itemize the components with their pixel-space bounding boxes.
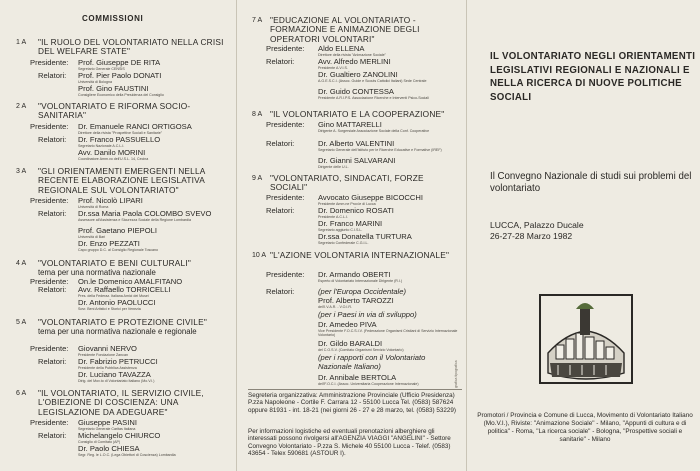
session-number: 8 A <box>252 111 263 118</box>
panel-commissions-right <box>238 0 464 471</box>
session-number: 3 A <box>16 168 27 175</box>
person-name: Prof. Giuseppe DE RITA Segretario Generale CENSIS <box>78 58 161 71</box>
person-name: Avv. Raffaello TORRICELLI Pres. della Federaz. Italiana Amici dei Musei <box>78 285 171 298</box>
promoters-text: Promotori / Provincia e Comune di Lucca, Movimento di Volontariato Italiano (Mo.V.I.), Riviste: "Animazione Sociale" - Milano, "Appunti di cultura e di politica" - Roma, "La ricerca sociale" - Bologna, "Prospettive sociali e sanitarie" - Milano <box>477 412 693 443</box>
role-label: Presidente: <box>266 44 305 53</box>
person-name: Prof. Gaetano PIEPOLI Università di Bari <box>78 226 157 239</box>
region-note: (per i rapporti con il Volontariato Nazionale Italiano) <box>318 353 426 371</box>
conference-title: IL VOLONTARIATO NEGLI ORIENTAMENTI LEGISLATIVI REGIONALI E NAZIONALI E NELLA RICERCA DI NUOVE POLITICHE SOCIALI <box>490 51 696 103</box>
person-name: Dr. Enzo PEZZATI Capo gruppo D.C. al Consiglio Regionale Toscano <box>78 239 159 252</box>
panel-commissions-left <box>0 0 236 471</box>
session-number: 6 A <box>16 390 27 397</box>
session-title: "VOLONTARIATO E BENI CULTURALI" <box>38 258 192 268</box>
person-name: Aldo ELLENA Direttore della rivista "Animazione Sociale" <box>318 44 386 57</box>
person-name: Prof. Nicolò LIPARI Università di Roma <box>78 196 143 209</box>
session-title: "IL VOLONTARIATO E LA COOPERAZIONE" <box>270 109 445 119</box>
person-name: Michelangelo CHIURCO Consiglio di Comitato (AP) <box>78 431 161 444</box>
session-number: 4 A <box>16 260 27 267</box>
person-name: Dr. Amedeo PIVA Vice Presidente F.O.C.S.I.V. (Federazione Organismi Cristiani di Servizio Internazionale Volontario) <box>318 320 458 337</box>
session-number: 9 A <box>252 175 263 182</box>
role-label: Relatori: <box>266 57 295 66</box>
person-name: Avv. Danilo MORINI Coordinatore Amm.vo dell'U.S.L. 14, Cecina <box>78 148 149 161</box>
role-label: Relatori: <box>266 139 295 148</box>
role-label: Relatori: <box>38 71 67 80</box>
session-subtitle: tema per una normativa nazionale <box>38 268 156 277</box>
session-number: 5 A <box>16 319 27 326</box>
person-name: Prof. Pier Paolo DONATI Università di Bologna <box>78 71 162 84</box>
commissions-heading: COMMISSIONI <box>82 14 144 23</box>
session-subtitle: tema per una normativa nazionale e regionale <box>38 327 197 336</box>
role-label: Relatori: <box>266 287 295 296</box>
person-name: Dr. Franco MARINI Segretario aggiunto C.I.S.L. <box>318 219 383 232</box>
role-label: Presidente: <box>30 344 69 353</box>
person-name: Dr. Fabrizio PETRUCCI Presidente della Pubblica Assistenza <box>78 357 158 370</box>
role-label: Presidente: <box>30 196 69 205</box>
fold-line <box>236 0 237 471</box>
person-name: Dr. Annibale BERTOLA dell'F.O.C.I. (Assoc. Universitaria Cooperazione Internazionale) <box>318 373 419 386</box>
panel-cover <box>468 0 700 471</box>
role-label: Relatori: <box>38 209 67 218</box>
role-label: Presidente: <box>266 193 305 202</box>
role-label: Relatori: <box>38 431 67 440</box>
session-title: "GLI ORIENTAMENTI EMERGENTI NELLA RECENTE ELABORAZIONE LEGISLATIVA REGIONALE SUL VOLONTARIATO" <box>38 166 206 195</box>
person-name: Giuseppe PASINI Segretario Generale Caritas Italiana <box>78 418 137 431</box>
person-name: On.le Domenico AMALFITANO <box>78 277 183 286</box>
role-label: Presidente: <box>30 122 69 131</box>
person-name: Dr. Emanuele RANCI ORTIGOSA Direttore della rivista "Prospettive Sociali e Sanitarie" <box>78 122 192 135</box>
role-label: Presidente: <box>266 270 305 279</box>
session-title: "EDUCAZIONE AL VOLONTARIATO - FORMAZIONE E ANIMAZIONE DEGLI OPERATORI VOLONTARI" <box>270 15 420 44</box>
role-label: Presidente: <box>266 120 305 129</box>
session-title: "L'AZIONE VOLONTARIA INTERNAZIONALE" <box>270 250 450 260</box>
session-title: "VOLONTARIATO E RIFORMA SOCIO-SANITARIA" <box>38 101 191 121</box>
person-name: Dr. Antonio PAOLUCCI Sovr. Beni Artistici e Storici per Venezia <box>78 298 156 311</box>
role-label: Presidente: <box>30 58 69 67</box>
logistics-info: Per informazioni logistiche ed eventuali prenotazioni alberghiere gli interessati possono rivolgersi all'AGENZIA VIAGGI "ANGELINI" - Settore Convegno Volontariato - P.zza S. Michele 40 55100 Lucca - Telef. (0583) 43654 - Telex 590681 (ASTOUR I). <box>248 428 451 458</box>
role-label: Relatori: <box>38 357 67 366</box>
session-number: 10 A <box>252 252 267 259</box>
person-name: Avvocato Giuseppe BICOCCHI Presidente Amm.ne Prov.le di Lucca <box>318 193 423 206</box>
fold-line <box>466 0 467 471</box>
person-name: Giovanni NERVO Presidente Fondazione Zancan <box>78 344 137 357</box>
person-name: Dr. Gildo BARALDI del C.O.S.V. (Comitato Organismi Servizio Volontario) <box>318 339 404 352</box>
person-name: Dr. Franco PASSUELLO Segretario Nazionale A.C.L.I. <box>78 135 161 148</box>
role-label: Relatori: <box>38 285 67 294</box>
person-name: Dr. Gianni SALVARANI Dirigente delle U.L. <box>318 156 396 169</box>
person-name: Gino MATTARELLI Dirigente A. Sorgersiale Associazione Sociale della Conf. Cooperative <box>318 120 430 133</box>
region-note: (per l'Europa Occidentale) <box>318 287 406 296</box>
venue-dates: 26-27-28 Marzo 1982 <box>490 231 573 241</box>
person-name: Dr. Guido CONTESSA Presidente A.R.I.P.S. Associazione Ricerche e Interventi Psico-Sociali <box>318 87 429 100</box>
role-label: Presidente: <box>30 277 69 286</box>
region-note: (per i Paesi in via di sviluppo) <box>318 310 417 319</box>
session-number: 7 A <box>252 17 263 24</box>
session-title: "VOLONTARIATO E PROTEZIONE CIVILE" <box>38 317 207 327</box>
session-number: 1 A <box>16 39 27 46</box>
person-name: Dr.ssa Donatella TURTURA Segretario Confederale C.G.I.L. <box>318 232 412 245</box>
conference-subtitle: Il Convegno Nazionale di studi sui problemi del volontariato <box>490 171 692 194</box>
person-name: Dr.ssa Maria Paola COLOMBO SVEVO Assessore all'Assistenza e Sicurezza Sociale della Regione Lombardia <box>78 209 212 222</box>
role-label: Relatori: <box>266 206 295 215</box>
role-label: Presidente: <box>30 418 69 427</box>
divider <box>248 389 462 390</box>
session-title: "IL RUOLO DEL VOLONTARIATO NELLA CRISI DEL WELFARE STATE" <box>38 37 224 57</box>
session-title: "VOLONTARIATO, SINDACATI, FORZE SOCIALI" <box>270 173 424 193</box>
person-name: Prof. Alberto TAROZZI dell'I.V.A.R. - V.O.I.R. <box>318 296 394 309</box>
printer-credit: grafica tipografica <box>454 360 458 388</box>
person-name: Dr. Paolo CHIESA Segr. Reg. le L.O.C. (Lega Obiettori di Coscienza) Lombardia <box>78 444 176 457</box>
person-name: Avv. Alfredo MERLINI Presidente A.V.I.S. <box>318 57 391 70</box>
venue-place: LUCCA, Palazzo Ducale <box>490 220 584 230</box>
role-label: Relatori: <box>38 135 67 144</box>
secretariat-info: Segreteria organizzativa: Amministrazione Provinciale (Ufficio Presidenza) P.zza Napoleone - Cortile F. Carrara 12 - 55100 Lucca Tel. (0583) 587624 oppure 81931 - int. 18-21 (nei giorni 26 - 27 e 28 marzo, tel. (0583) 53229) <box>248 392 456 414</box>
venue <box>490 220 584 242</box>
person-name: Prof. Gino FAUSTINI Consigliere Economico della Presidenza del Consiglio <box>78 84 164 97</box>
person-name: Dr. Alberto VALENTINI Segretario Generale dell'Istituto per le Ricerche Educative e Formative (IREF) <box>318 139 442 152</box>
session-title: "IL VOLONTARIATO, IL SERVIZIO CIVILE, L'OBIEZIONE DI COSCIENZA: UNA LEGISLAZIONE DA ADEGUARE" <box>38 388 204 417</box>
session-number: 2 A <box>16 103 27 110</box>
person-name: Dr. Gualtiero ZANOLINI A.G.E.S.C.I. (Assoc. Guide e Scouts Cattolici Italiani) Sede Centrale <box>318 70 427 83</box>
person-name: Dr. Armando OBERTI Esperto di Volontariato Internazionale Dirigente (R.I.) <box>318 270 403 283</box>
lucca-city-emblem-icon <box>536 293 636 385</box>
person-name: Dr. Luciano TAVAZZA Dirig. del Mov.to di Volontariato Italiano (Mo.V.I.) <box>78 370 155 383</box>
person-name: Dr. Domenico ROSATI Presidente A.C.L.I. <box>318 206 394 219</box>
